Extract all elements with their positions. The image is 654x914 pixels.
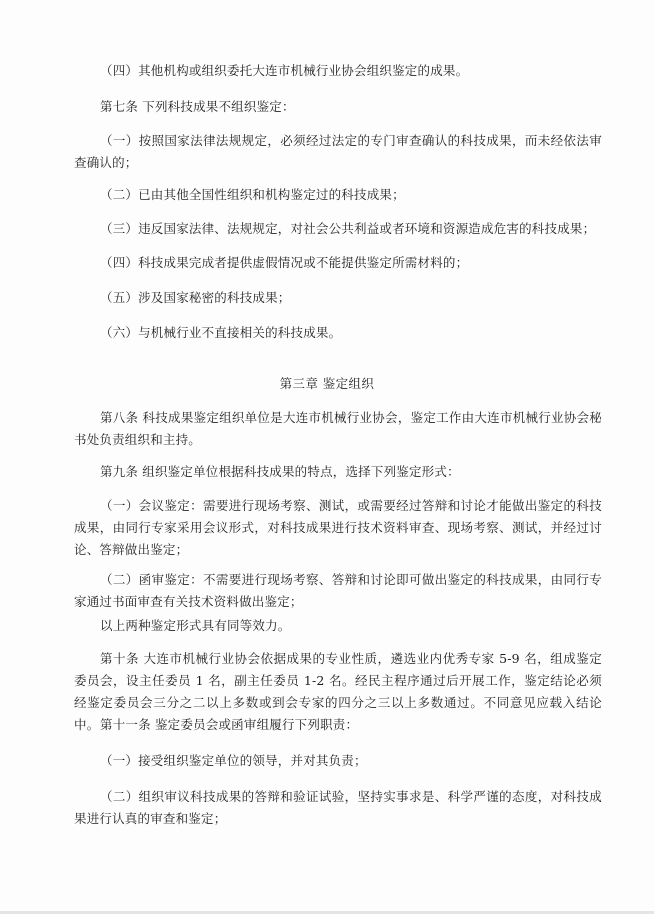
paragraph-article-7-item-6: （六）与机械行业不直接相关的科技成果。 xyxy=(100,325,342,340)
paragraph-article-9-item-2: （二）函审鉴定：不需要进行现场考察、答辩和讨论即可做出鉴定的科技成果，由同行专家通过书面审查有关技术资料做出鉴定； xyxy=(74,572,602,609)
paragraph-article-11: 第十一条 鉴定委员会或函审组履行下列职责： xyxy=(100,717,359,732)
paragraph-article-8: 第八条 科技成果鉴定组织单位是大连市机械行业协会，鉴定工作由大连市机械行业协会秘书处负责组织和主持。 xyxy=(74,410,602,447)
paragraph-article-7-item-1: （一）按照国家法律法规规定，必须经过法定的专门审查确认的科技成果，而未经依法审查确认的； xyxy=(74,133,602,170)
paragraph-article-9-item-1: （一）会议鉴定：需要进行现场考察、测试，或需要经过答辩和讨论才能做出鉴定的科技成果，由同行专家采用会议形式，对科技成果进行技术资料审查、现场考察、测试，并经过讨论、答辩做出鉴定； xyxy=(74,498,602,557)
paragraph-article-11-item-1: （一）接受组织鉴定单位的领导，并对其负责； xyxy=(100,753,367,768)
paragraph-article-7-item-2: （二）已由其他全国性组织和机构鉴定过的科技成果； xyxy=(100,187,405,202)
chapter-3-heading: 第三章 鉴定组织 xyxy=(279,376,375,391)
paragraph-clause-6-item-4: （四）其他机构或组织委托大连市机械行业协会组织鉴定的成果。 xyxy=(100,63,469,78)
paragraph-article-7-item-4: （四）科技成果完成者提供虚假情况或不能提供鉴定所需材料的； xyxy=(100,255,469,270)
paragraph-article-7-item-3: （三）违反国家法律、法规规定，对社会公共利益或者环境和资源造成危害的科技成果； xyxy=(100,221,596,236)
paragraph-article-7: 第七条 下列科技成果不组织鉴定： xyxy=(100,99,295,114)
paragraph-equal-validity: 以上两种鉴定形式具有同等效力。 xyxy=(100,618,291,633)
paragraph-article-10: 第十条 大连市机械行业协会依据成果的专业性质，遴选业内优秀专家 5-9 名，组成鉴定委员会，设主任委员 1 名，副主任委员 1-2 名。经民主程序通过后开展工作，鉴定结论必须经鉴定委员会三分之二以上多数或到会专家的四分之三以上多数通过。不同意见应载入结论中。 xyxy=(74,651,602,732)
paragraph-article-9: 第九条 组织鉴定单位根据科技成果的特点，选择下列鉴定形式： xyxy=(100,464,460,479)
paragraph-article-7-item-5: （五）涉及国家秘密的科技成果； xyxy=(100,290,291,305)
paragraph-article-11-item-2: （二）组织审议科技成果的答辩和验证试验，坚持实事求是、科学严谨的态度，对科技成果进行认真的审查和鉴定； xyxy=(74,789,602,826)
